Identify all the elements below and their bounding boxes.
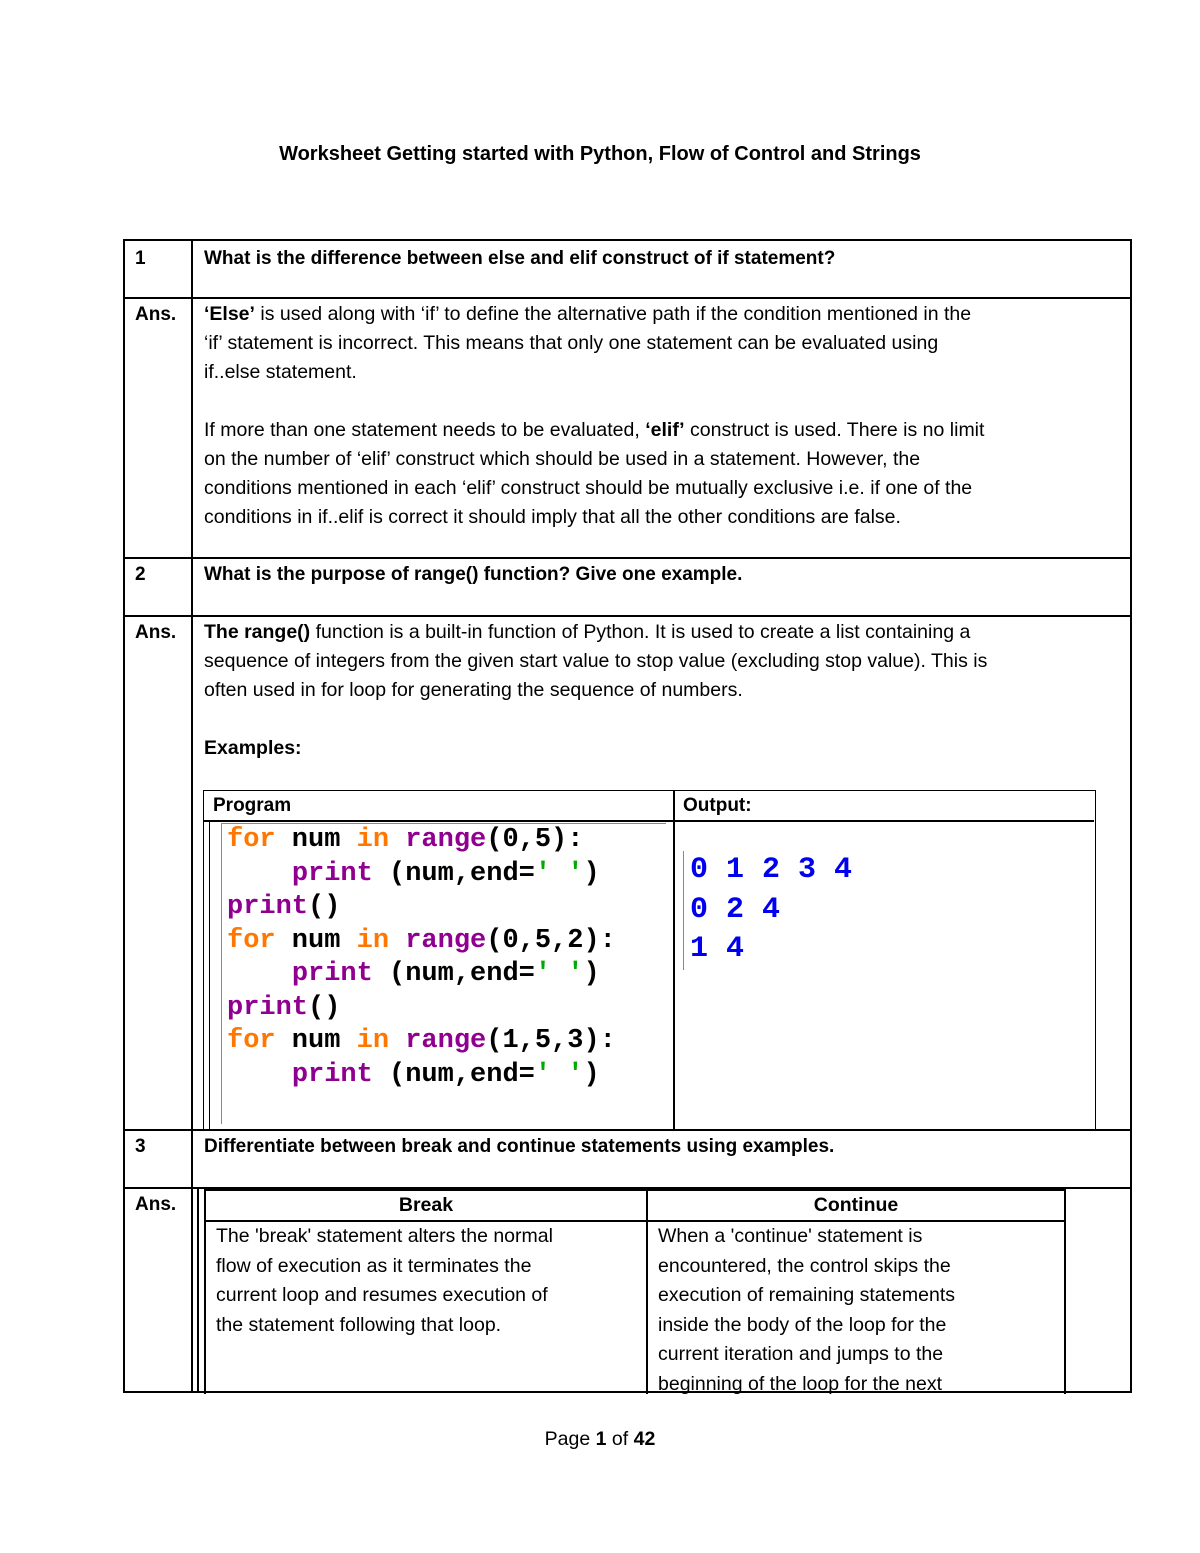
answer-line: conditions in if..elif is correct it should imply that all the other conditions are false.	[204, 506, 901, 528]
output-line: 1 4	[690, 932, 745, 966]
code-line: for num in range(0,5):	[227, 825, 584, 855]
code-block	[221, 823, 666, 1124]
code-line: for num in range(1,5,3):	[227, 1026, 616, 1056]
answer-keyword: ‘elif’	[645, 419, 685, 441]
break-line: The 'break' statement alters the normal	[216, 1225, 553, 1247]
break-line: flow of execution as it terminates the	[216, 1254, 532, 1277]
code-line: print (num,end=' ')	[291, 959, 600, 989]
answer-text	[204, 618, 1124, 763]
answer-line: on the number of ‘elif’ construct which should be used in a statement. However, the	[204, 448, 921, 470]
output-line: 0 2 4	[690, 892, 781, 927]
question-text: What is the purpose of range() function? Give one example.	[204, 564, 743, 585]
answer-line: sequence of integers from the given start value to stop value (excluding stop value). This is	[204, 650, 988, 672]
output-line: 0 1 2 3 4	[690, 853, 853, 887]
break-line: current loop and resumes execution of	[216, 1284, 548, 1306]
output-header: Output:	[683, 795, 752, 816]
code-line: print()	[227, 992, 341, 1023]
continue-line: beginning of the loop for the next	[658, 1372, 943, 1395]
footer-of: of	[606, 1428, 634, 1450]
answer-line: conditions mentioned in each ‘elif’ construct should be mutually exclusive i.e. if one of the	[204, 477, 973, 499]
continue-line: encountered, the control skips the	[658, 1254, 951, 1277]
question-text: What is the difference between else and elif construct of if statement?	[204, 248, 836, 269]
example-table	[203, 790, 1096, 1130]
question-number: 3	[135, 1136, 146, 1157]
answer-line: function is a built-in function of Python. It is used to create a list containing a	[310, 621, 971, 643]
program-header: Program	[213, 795, 292, 816]
examples-label: Examples:	[204, 737, 302, 759]
footer-page-number: 1	[595, 1428, 607, 1450]
break-description	[206, 1222, 646, 1340]
continue-line: execution of remaining statements	[658, 1284, 955, 1306]
code-line: print()	[227, 892, 341, 922]
continue-description	[648, 1222, 1068, 1399]
answer-label: Ans.	[135, 622, 177, 643]
answer-keyword: The range()	[204, 621, 311, 643]
answer-line: construct is used. There is no limit	[684, 419, 985, 441]
answer-line: often used in for loop for generating the sequence of numbers.	[204, 679, 743, 701]
code-line: print (num,end=' ')	[291, 858, 600, 889]
answer-text	[204, 300, 1124, 532]
answer-line: If more than one statement needs to be evaluated,	[204, 419, 646, 441]
break-continue-table	[204, 1189, 1066, 1394]
answer-line: ‘if’ statement is incorrect. This means that only one statement can be evaluated using	[204, 332, 939, 354]
code-line: for num in range(0,5,2):	[227, 925, 616, 956]
answer-keyword: ‘Else’	[204, 303, 255, 325]
continue-header: Continue	[813, 1194, 899, 1216]
footer-total-pages: 42	[633, 1428, 656, 1450]
answer-label: Ans.	[135, 304, 177, 325]
break-line: the statement following that loop.	[216, 1313, 502, 1336]
code-line: print (num,end=' ')	[291, 1059, 600, 1090]
page-title: Worksheet Getting started with Python, Flow of Control and Strings	[279, 143, 921, 165]
answer-line: if..else statement.	[204, 361, 357, 383]
output-block	[683, 851, 852, 970]
footer-prefix: Page	[544, 1428, 596, 1450]
page-footer	[0, 1428, 1200, 1451]
break-header: Break	[398, 1194, 454, 1216]
worksheet-table	[123, 239, 1132, 1393]
question-number: 2	[135, 564, 146, 585]
continue-line: inside the body of the loop for the	[658, 1313, 947, 1336]
question-number: 1	[135, 248, 146, 269]
answer-line: is used along with ‘if’ to define the alternative path if the condition mentioned in the	[254, 303, 972, 325]
continue-line: When a 'continue' statement is	[658, 1225, 923, 1247]
continue-line: current iteration and jumps to the	[658, 1343, 944, 1365]
answer-label: Ans.	[135, 1194, 177, 1215]
question-text: Differentiate between break and continue statements using examples.	[204, 1136, 835, 1157]
